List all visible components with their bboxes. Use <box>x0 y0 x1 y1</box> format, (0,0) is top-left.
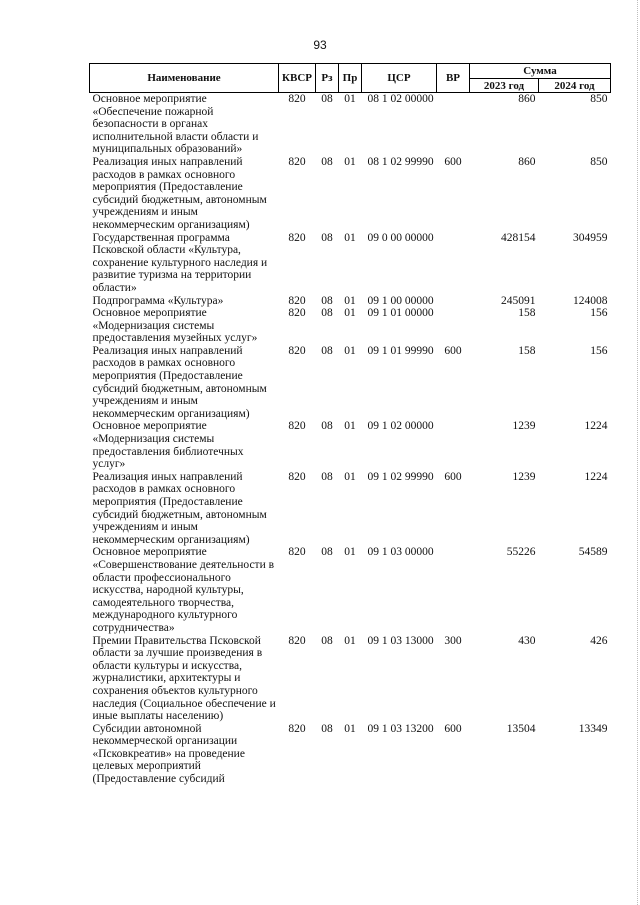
row-rz: 08 <box>321 420 333 433</box>
row-kvsr: 820 <box>288 344 306 357</box>
row-rz: 08 <box>321 546 333 559</box>
row-pr: 01 <box>344 155 356 168</box>
row-name: Реализация иных направлений расходов в рамках основного мероприятия (Предоставление субсидий бюджетным, автономным учреждениям и иным некоммерческим организациям) <box>92 344 267 420</box>
row-csr: 09 1 01 00000 <box>367 307 434 320</box>
row-pr: 01 <box>344 344 356 357</box>
row-vr <box>437 307 470 345</box>
row-pr: 01 <box>344 470 356 483</box>
row-sum-2023: 860 <box>518 93 536 105</box>
row-pr: 01 <box>344 231 356 244</box>
row-sum-2024: 13349 <box>578 722 608 735</box>
scan-edge-line <box>636 0 638 905</box>
row-sum-2023: 13504 <box>506 722 536 735</box>
row-sum-2023: 158 <box>518 307 536 320</box>
row-vr: 300 <box>444 634 462 647</box>
row-rz: 08 <box>321 307 333 320</box>
row-csr: 08 1 02 99990 <box>367 155 434 168</box>
table-row <box>90 93 611 156</box>
row-pr: 01 <box>344 420 356 433</box>
row-csr: 09 1 02 00000 <box>367 420 434 433</box>
row-name: Реализация иных направлений расходов в рамках основного мероприятия (Предоставление субсидий бюджетным, автономным учреждениям и иным некоммерческим организациям) <box>92 470 267 546</box>
row-csr: 09 1 03 13000 <box>367 634 434 647</box>
row-name: Основное мероприятие «Обеспечение пожарной безопасности в органах исполнительной власти области и муниципальных образований» <box>92 93 259 156</box>
row-kvsr: 820 <box>288 420 306 433</box>
row-name: Основное мероприятие «Модернизация системы предоставления музейных услуг» <box>92 307 258 345</box>
row-name: Субсидии автономной некоммерческой организации «Псковкреатив» на проведение целевых мероприятий (Предоставление субсидий <box>92 722 245 786</box>
header-rz: Рз <box>316 64 339 93</box>
row-name: Подпрограмма «Культура» <box>92 294 224 307</box>
row-kvsr: 820 <box>288 294 306 307</box>
table-body <box>90 93 611 786</box>
row-sum-2023: 245091 <box>501 294 536 307</box>
row-pr: 01 <box>344 634 356 647</box>
row-sum-2023: 1239 <box>512 470 536 483</box>
row-sum-2024: 54589 <box>578 546 608 559</box>
row-sum-2024: 156 <box>590 307 608 320</box>
header-sum: Сумма <box>470 64 611 79</box>
row-kvsr: 820 <box>288 231 306 244</box>
row-rz: 08 <box>321 294 333 307</box>
row-csr: 08 1 02 00000 <box>367 93 434 105</box>
row-rz: 08 <box>321 155 333 168</box>
header-vr: ВР <box>437 64 470 93</box>
row-sum-2023: 158 <box>518 344 536 357</box>
table-row <box>90 546 611 634</box>
row-rz: 08 <box>321 344 333 357</box>
row-name: Реализация иных направлений расходов в рамках основного мероприятия (Предоставление субсидий бюджетным, автономным учреждениям и иным некоммерческим организациям) <box>92 155 267 231</box>
row-vr <box>437 93 470 156</box>
row-csr: 09 1 02 99990 <box>367 470 434 483</box>
row-sum-2024: 850 <box>590 93 608 105</box>
table-row <box>90 723 611 786</box>
row-csr: 09 1 01 99990 <box>367 344 434 357</box>
row-sum-2024: 426 <box>590 634 608 647</box>
table-row <box>90 156 611 232</box>
row-vr <box>437 232 470 295</box>
budget-table <box>89 63 611 786</box>
table-row <box>90 295 611 308</box>
row-kvsr: 820 <box>288 93 306 105</box>
table-row <box>90 635 611 723</box>
row-vr: 600 <box>444 155 462 168</box>
row-vr: 600 <box>444 470 462 483</box>
row-kvsr: 820 <box>288 155 306 168</box>
table-header <box>90 64 611 93</box>
row-csr: 09 1 00 00000 <box>367 294 434 307</box>
header-csr: ЦСР <box>362 64 437 93</box>
row-pr: 01 <box>344 546 356 559</box>
row-vr <box>437 420 470 470</box>
row-kvsr: 820 <box>288 470 306 483</box>
row-name: Основное мероприятие «Совершенствование деятельности в области профессионального искусства, народной культуры, самодеятельного творчества, международного культурного сотрудничества» <box>92 546 275 634</box>
row-sum-2023: 55226 <box>506 546 536 559</box>
row-sum-2023: 430 <box>518 634 536 647</box>
row-rz: 08 <box>321 722 333 735</box>
row-sum-2024: 1224 <box>584 420 608 433</box>
row-kvsr: 820 <box>288 307 306 320</box>
row-name: Государственная программа Псковской области «Культура, сохранение культурного наследия и развитие туризма на территории области» <box>92 231 268 294</box>
row-rz: 08 <box>321 93 333 105</box>
row-rz: 08 <box>321 634 333 647</box>
table-row <box>90 232 611 295</box>
row-sum-2024: 124008 <box>573 294 608 307</box>
row-csr: 09 0 00 00000 <box>367 231 434 244</box>
row-kvsr: 820 <box>288 722 306 735</box>
row-pr: 01 <box>344 307 356 320</box>
table-row <box>90 471 611 547</box>
table-row <box>90 420 611 470</box>
row-sum-2024: 304959 <box>573 231 608 244</box>
row-sum-2023: 1239 <box>512 420 536 433</box>
row-vr <box>437 295 470 308</box>
row-sum-2023: 860 <box>518 155 536 168</box>
row-sum-2024: 1224 <box>584 470 608 483</box>
row-rz: 08 <box>321 231 333 244</box>
row-name: Основное мероприятие «Модернизация системы предоставления библиотечных услуг» <box>92 420 244 471</box>
header-kvsr: КВСР <box>279 64 316 93</box>
table-row <box>90 345 611 421</box>
row-kvsr: 820 <box>288 546 306 559</box>
row-csr: 09 1 03 00000 <box>367 546 434 559</box>
header-year-2024: 2024 год <box>539 79 611 93</box>
row-csr: 09 1 03 13200 <box>367 722 434 735</box>
row-kvsr: 820 <box>288 634 306 647</box>
row-pr: 01 <box>344 722 356 735</box>
row-vr <box>437 546 470 634</box>
row-sum-2024: 156 <box>590 344 608 357</box>
row-vr: 600 <box>444 722 462 735</box>
table-row <box>90 307 611 345</box>
header-year-2023: 2023 год <box>470 79 539 93</box>
header-pr: Пр <box>339 64 362 93</box>
row-pr: 01 <box>344 294 356 307</box>
row-rz: 08 <box>321 470 333 483</box>
row-pr: 01 <box>344 93 356 105</box>
row-sum-2023: 428154 <box>501 231 536 244</box>
row-sum-2024: 850 <box>590 155 608 168</box>
row-name: Премии Правительства Псковской области за лучшие произведения в области культуры и искусства, журналистики, архитектуры и сохранения объектов культурного наследия (Социальное обеспечение и иные выплаты населению) <box>92 634 276 723</box>
row-vr: 600 <box>444 344 462 357</box>
page-number: 93 <box>313 38 327 52</box>
header-name: Наименование <box>90 64 279 93</box>
